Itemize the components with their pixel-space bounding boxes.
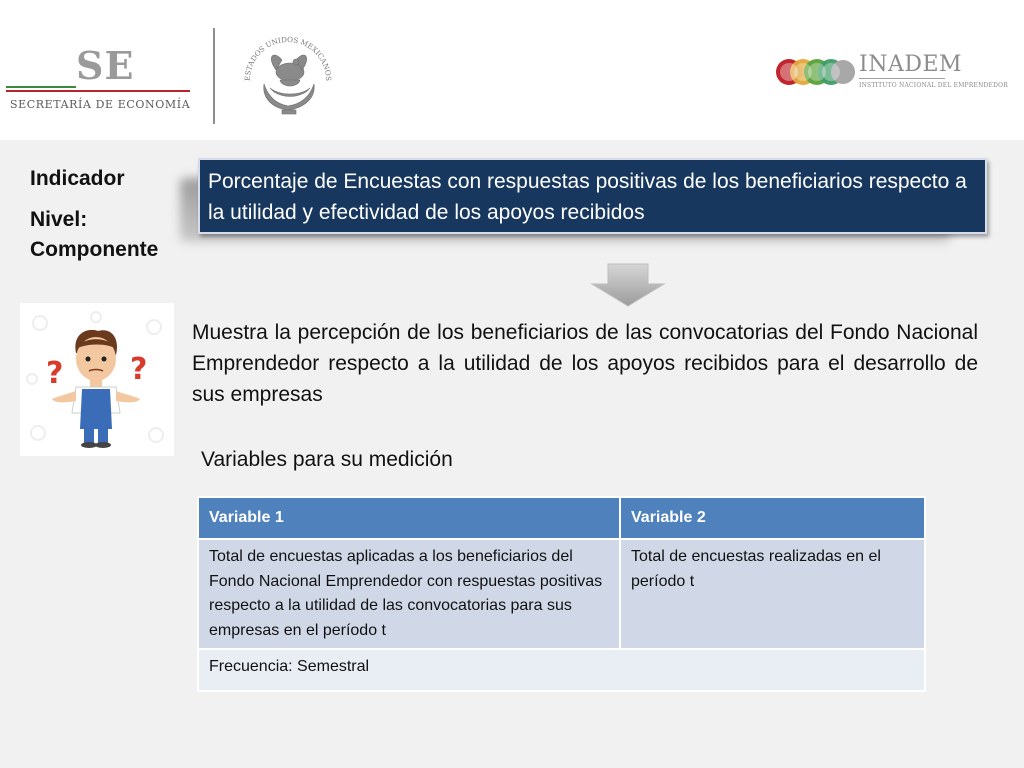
header-divider: [213, 28, 215, 124]
indicator-description: Muestra la percepción de los beneficiarios de las convocatorias del Fondo Nacional Emprendedor respecto a la utilidad de los apoyos recibidos para el desarrollo de sus empresas: [192, 321, 978, 406]
inadem-subtitle: INSTITUTO NACIONAL DEL EMPRENDEDOR: [859, 82, 1008, 89]
se-logo: [6, 40, 196, 120]
confused-person-image: [20, 303, 174, 456]
nivel-label-title: Nivel:: [30, 208, 88, 231]
table-header-row: [198, 497, 925, 539]
indicador-label: Indicador: [30, 167, 125, 190]
inadem-circles-icon: [775, 54, 859, 90]
nivel-label: [30, 205, 158, 265]
variables-title: Variables para su medición: [201, 448, 453, 471]
indicator-box: Porcentaje de Encuestas con respuestas positivas de los beneficiarios respecto a la utilidad y efectividad de los apoyos recibidos: [198, 158, 987, 234]
header-variable-1: Variable 1: [198, 497, 620, 539]
table-row: [198, 649, 925, 691]
header-variable-2: Variable 2: [620, 497, 925, 539]
cell-variable-2: Total de encuestas realizadas en el período t: [620, 539, 925, 649]
nivel-label-value: Componente: [30, 238, 159, 261]
cell-frequency: Frecuencia: Semestral: [198, 649, 925, 691]
se-logo-name: SECRETARÍA DE ECONOMÍA: [10, 98, 191, 111]
cell-variable-1: Total de encuestas aplicadas a los beneficiarios del Fondo Nacional Emprendedor con respuestas positivas respecto a la utilidad de las convocatorias para sus empresas en el período t: [198, 539, 620, 649]
inadem-name: INADEM: [859, 52, 963, 77]
se-logo-green-line: [6, 86, 76, 88]
se-logo-abbr: SE: [76, 43, 135, 88]
variables-table: [197, 496, 926, 692]
confused-person-icon: [20, 303, 174, 456]
svg-text:?: ?: [46, 356, 64, 391]
slide-header: [0, 0, 1024, 140]
svg-text:?: ?: [130, 352, 148, 387]
down-arrow-icon: [588, 262, 668, 308]
seal-text: ESTADOS UNIDOS MEXICANOS: [242, 34, 334, 82]
se-logo-red-line: [6, 90, 190, 92]
coat-of-arms-icon: [236, 26, 340, 126]
inadem-underline: [859, 78, 945, 79]
table-row: [198, 539, 925, 649]
inadem-logo: [775, 52, 1008, 94]
